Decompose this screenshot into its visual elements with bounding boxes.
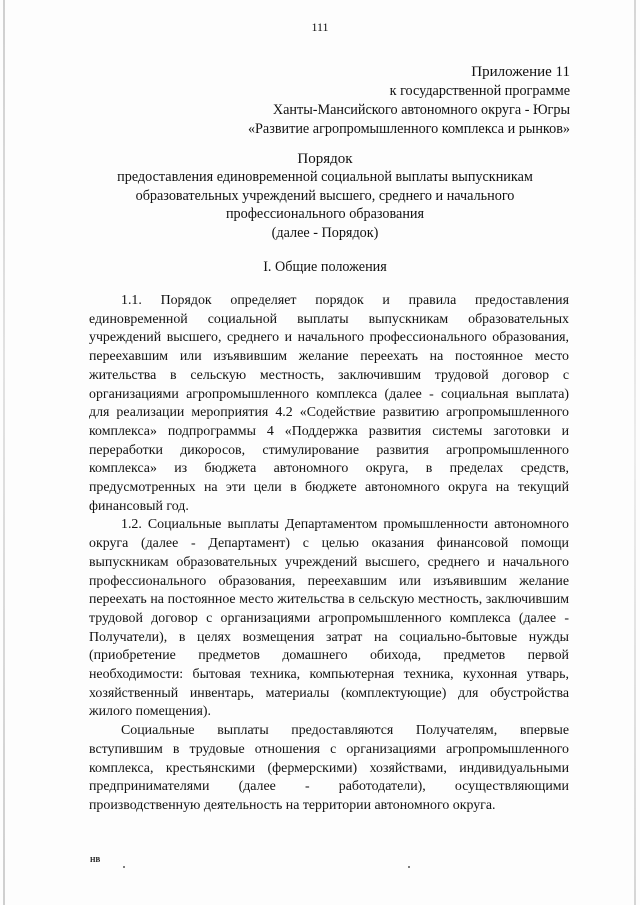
appendix-header [248,62,570,139]
scan-edge-left [3,0,5,905]
paragraph-1-1: 1.1. Порядок определяет порядок и правила предоставления единовременной социальной выплаты выпускникам образовательных учреждений высшего, среднего и начального профессионального образования, переехавшим или изъявившим желание переехать на постоянное место жительства в сельскую местность, заключившим трудовой договор с организациями агропромышленного комплекса (далее - социальная выплата) для реализации мероприятия 4.2 «Содействие развитию агропромышленного комплекса» подпрограммы 4 «Поддержка развития системы заготовки и переработки дикоросов, стимулирование развития агропромышленного комплекса» из бюджета автономного округа, в пределах средств, предусмотренных на эти цели в бюджете автономного округа на текущий финансовый год. [89,293,569,514]
title-main: Порядок [297,151,353,167]
page-number: 111 [311,20,329,34]
title-line: образовательных учреждений высшего, среднего и начального [135,187,515,204]
paragraph-social-payments: Социальные выплаты предоставляются Получателям, впервые вступившим в трудовые отношения с организациями агропромышленного комплекса, крестьянскими (фермерскими) хозяйствами, индивидуальными предпринимателями (далее - работодатели), осуществляющими производственную деятельность на территории автономного округа. [89,723,569,813]
document-title [90,150,560,242]
scan-speck [123,866,125,868]
document-body [89,292,569,816]
title-line: предоставления единовременной социальной выплаты выпускникам [117,169,533,186]
title-line: профессионального образования [225,206,425,223]
footer-mark: НВ [90,856,101,864]
title-line: (далее - Порядок) [271,224,379,241]
appendix-line: Ханты-Мансийского автономного округа - Югры [272,102,570,118]
paragraph-1-2: 1.2. Социальные выплаты Департаментом промышленности автономного округа (далее - Департамент) с целью оказания финансовой помощи выпускникам образовательных учреждений высшего, среднего и начального профессионального образования, переехавшим или изъявившим желание переехать на постоянное место жительства в сельскую местность, заключившим трудовой договор с организациями агропромышленного комплекса (далее - Получатели), в целях возмещения затрат на социально-бытовые нужды (приобретение предметов домашнего обихода, предметов первой необходимости: бытовая техника, компьютерная техника, кухонная утварь, хозяйственный инвентарь, материалы (комплектующие) для обустройства жилого помещения). [89,517,569,720]
section-heading: I. Общие положения [263,259,387,275]
appendix-line: к государственной программе [389,83,570,99]
appendix-line: «Развитие агропромышленного комплекса и рынков» [247,121,570,137]
scan-edge-right [634,0,636,905]
appendix-title: Приложение 11 [471,64,570,80]
scan-speck [408,866,410,868]
